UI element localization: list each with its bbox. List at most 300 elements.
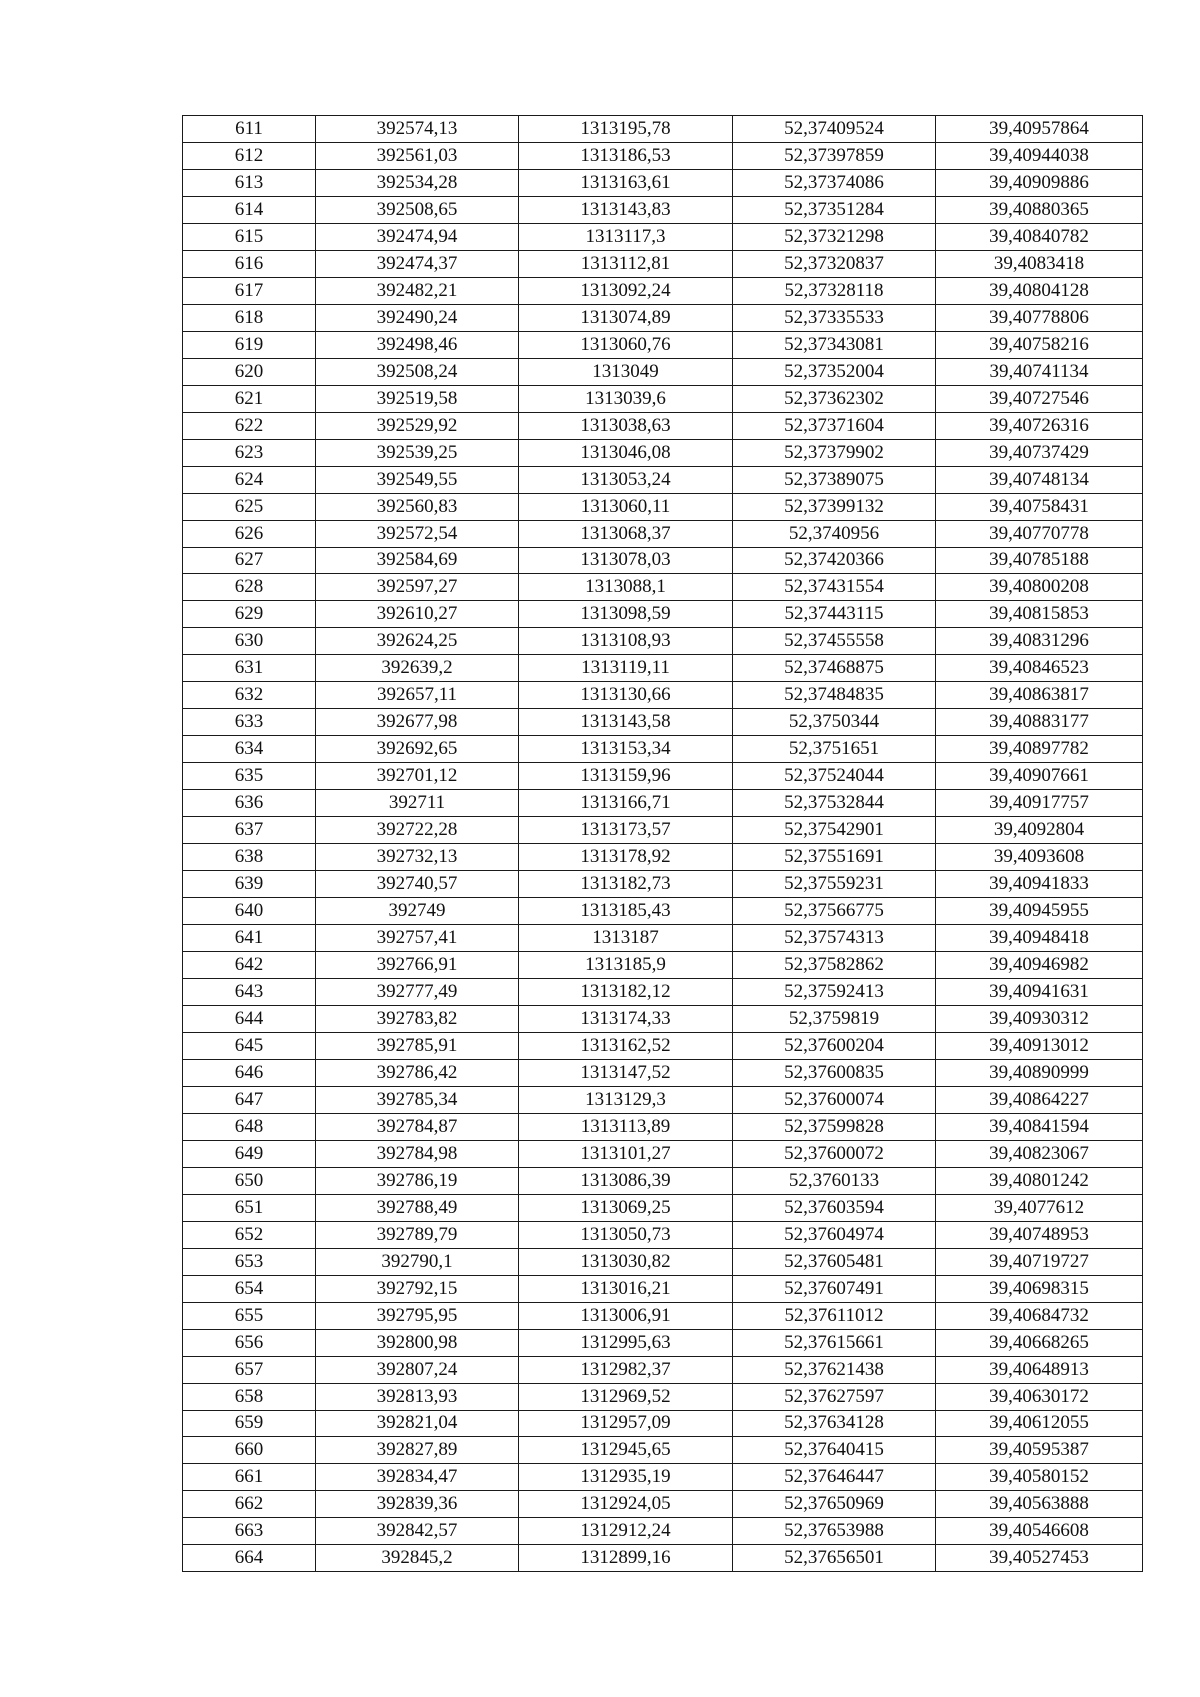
point-number-cell: 615 — [183, 223, 316, 250]
point-number-cell: 655 — [183, 1302, 316, 1329]
longitude-cell: 39,4093608 — [936, 844, 1143, 871]
y-coordinate-cell: 1313039,6 — [519, 385, 733, 412]
longitude-cell: 39,40944038 — [936, 142, 1143, 169]
latitude-cell: 52,37566775 — [733, 898, 936, 925]
x-coordinate-cell: 392786,19 — [316, 1167, 519, 1194]
latitude-cell: 52,37389075 — [733, 466, 936, 493]
table-row — [183, 547, 1143, 574]
point-number-cell: 656 — [183, 1329, 316, 1356]
point-number-cell: 631 — [183, 655, 316, 682]
point-number-cell: 623 — [183, 439, 316, 466]
x-coordinate-cell: 392800,98 — [316, 1329, 519, 1356]
x-coordinate-cell: 392827,89 — [316, 1437, 519, 1464]
longitude-cell: 39,40630172 — [936, 1383, 1143, 1410]
x-coordinate-cell: 392795,95 — [316, 1302, 519, 1329]
table-row — [183, 601, 1143, 628]
point-number-cell: 654 — [183, 1275, 316, 1302]
table-row — [183, 1059, 1143, 1086]
y-coordinate-cell: 1312995,63 — [519, 1329, 733, 1356]
y-coordinate-cell: 1313050,73 — [519, 1221, 733, 1248]
x-coordinate-cell: 392498,46 — [316, 331, 519, 358]
table-row — [183, 169, 1143, 196]
longitude-cell: 39,40913012 — [936, 1032, 1143, 1059]
longitude-cell: 39,40890999 — [936, 1059, 1143, 1086]
table-row — [183, 1113, 1143, 1140]
x-coordinate-cell: 392786,42 — [316, 1059, 519, 1086]
y-coordinate-cell: 1313108,93 — [519, 628, 733, 655]
table-row — [183, 979, 1143, 1006]
y-coordinate-cell: 1313153,34 — [519, 736, 733, 763]
point-number-cell: 642 — [183, 952, 316, 979]
table-row — [183, 520, 1143, 547]
table-row — [183, 223, 1143, 250]
y-coordinate-cell: 1313086,39 — [519, 1167, 733, 1194]
x-coordinate-cell: 392572,54 — [316, 520, 519, 547]
table-row — [183, 709, 1143, 736]
x-coordinate-cell: 392549,55 — [316, 466, 519, 493]
longitude-cell: 39,40546608 — [936, 1518, 1143, 1545]
table-row — [183, 412, 1143, 439]
coordinates-table — [182, 115, 1143, 1572]
y-coordinate-cell: 1312957,09 — [519, 1410, 733, 1437]
latitude-cell: 52,37420366 — [733, 547, 936, 574]
point-number-cell: 613 — [183, 169, 316, 196]
latitude-cell: 52,37653988 — [733, 1518, 936, 1545]
table-row — [183, 1329, 1143, 1356]
table-row — [183, 817, 1143, 844]
point-number-cell: 647 — [183, 1086, 316, 1113]
latitude-cell: 52,37627597 — [733, 1383, 936, 1410]
table-row — [183, 196, 1143, 223]
point-number-cell: 653 — [183, 1248, 316, 1275]
y-coordinate-cell: 1313186,53 — [519, 142, 733, 169]
longitude-cell: 39,40883177 — [936, 709, 1143, 736]
longitude-cell: 39,40770778 — [936, 520, 1143, 547]
longitude-cell: 39,40945955 — [936, 898, 1143, 925]
x-coordinate-cell: 392834,47 — [316, 1464, 519, 1491]
point-number-cell: 641 — [183, 925, 316, 952]
longitude-cell: 39,4092804 — [936, 817, 1143, 844]
longitude-cell: 39,40727546 — [936, 385, 1143, 412]
y-coordinate-cell: 1313129,3 — [519, 1086, 733, 1113]
latitude-cell: 52,37352004 — [733, 358, 936, 385]
y-coordinate-cell: 1313119,11 — [519, 655, 733, 682]
y-coordinate-cell: 1313068,37 — [519, 520, 733, 547]
longitude-cell: 39,40719727 — [936, 1248, 1143, 1275]
table-row — [183, 466, 1143, 493]
longitude-cell: 39,40612055 — [936, 1410, 1143, 1437]
latitude-cell: 52,37582862 — [733, 952, 936, 979]
y-coordinate-cell: 1313092,24 — [519, 277, 733, 304]
latitude-cell: 52,3751651 — [733, 736, 936, 763]
table-row — [183, 1518, 1143, 1545]
y-coordinate-cell: 1313182,12 — [519, 979, 733, 1006]
latitude-cell: 52,37374086 — [733, 169, 936, 196]
point-number-cell: 624 — [183, 466, 316, 493]
y-coordinate-cell: 1313060,76 — [519, 331, 733, 358]
longitude-cell: 39,4077612 — [936, 1194, 1143, 1221]
latitude-cell: 52,37443115 — [733, 601, 936, 628]
x-coordinate-cell: 392574,13 — [316, 116, 519, 143]
y-coordinate-cell: 1313060,11 — [519, 493, 733, 520]
y-coordinate-cell: 1313163,61 — [519, 169, 733, 196]
longitude-cell: 39,40957864 — [936, 116, 1143, 143]
x-coordinate-cell: 392842,57 — [316, 1518, 519, 1545]
longitude-cell: 39,40841594 — [936, 1113, 1143, 1140]
longitude-cell: 39,40527453 — [936, 1545, 1143, 1572]
x-coordinate-cell: 392508,24 — [316, 358, 519, 385]
latitude-cell: 52,37431554 — [733, 574, 936, 601]
longitude-cell: 39,40748953 — [936, 1221, 1143, 1248]
x-coordinate-cell: 392792,15 — [316, 1275, 519, 1302]
y-coordinate-cell: 1313173,57 — [519, 817, 733, 844]
table-row — [183, 898, 1143, 925]
x-coordinate-cell: 392749 — [316, 898, 519, 925]
x-coordinate-cell: 392789,79 — [316, 1221, 519, 1248]
longitude-cell: 39,40930312 — [936, 1005, 1143, 1032]
table-row — [183, 1086, 1143, 1113]
point-number-cell: 612 — [183, 142, 316, 169]
table-row — [183, 116, 1143, 143]
point-number-cell: 627 — [183, 547, 316, 574]
latitude-cell: 52,37524044 — [733, 763, 936, 790]
x-coordinate-cell: 392677,98 — [316, 709, 519, 736]
table-row — [183, 628, 1143, 655]
point-number-cell: 617 — [183, 277, 316, 304]
y-coordinate-cell: 1312899,16 — [519, 1545, 733, 1572]
longitude-cell: 39,40863817 — [936, 682, 1143, 709]
y-coordinate-cell: 1313117,3 — [519, 223, 733, 250]
y-coordinate-cell: 1313078,03 — [519, 547, 733, 574]
y-coordinate-cell: 1312912,24 — [519, 1518, 733, 1545]
table-row — [183, 925, 1143, 952]
latitude-cell: 52,37559231 — [733, 871, 936, 898]
x-coordinate-cell: 392597,27 — [316, 574, 519, 601]
longitude-cell: 39,40648913 — [936, 1356, 1143, 1383]
x-coordinate-cell: 392783,82 — [316, 1005, 519, 1032]
longitude-cell: 39,40726316 — [936, 412, 1143, 439]
x-coordinate-cell: 392788,49 — [316, 1194, 519, 1221]
latitude-cell: 52,3750344 — [733, 709, 936, 736]
latitude-cell: 52,37468875 — [733, 655, 936, 682]
x-coordinate-cell: 392777,49 — [316, 979, 519, 1006]
point-number-cell: 629 — [183, 601, 316, 628]
table-row — [183, 1437, 1143, 1464]
longitude-cell: 39,40698315 — [936, 1275, 1143, 1302]
latitude-cell: 52,37650969 — [733, 1491, 936, 1518]
latitude-cell: 52,37621438 — [733, 1356, 936, 1383]
y-coordinate-cell: 1313130,66 — [519, 682, 733, 709]
table-row — [183, 277, 1143, 304]
latitude-cell: 52,37599828 — [733, 1113, 936, 1140]
y-coordinate-cell: 1313038,63 — [519, 412, 733, 439]
point-number-cell: 652 — [183, 1221, 316, 1248]
table-row — [183, 1194, 1143, 1221]
table-row — [183, 1005, 1143, 1032]
y-coordinate-cell: 1313187 — [519, 925, 733, 952]
point-number-cell: 630 — [183, 628, 316, 655]
latitude-cell: 52,37611012 — [733, 1302, 936, 1329]
latitude-cell: 52,37592413 — [733, 979, 936, 1006]
table-row — [183, 574, 1143, 601]
y-coordinate-cell: 1313088,1 — [519, 574, 733, 601]
longitude-cell: 39,40580152 — [936, 1464, 1143, 1491]
x-coordinate-cell: 392813,93 — [316, 1383, 519, 1410]
point-number-cell: 616 — [183, 250, 316, 277]
y-coordinate-cell: 1313069,25 — [519, 1194, 733, 1221]
point-number-cell: 664 — [183, 1545, 316, 1572]
table-row — [183, 1491, 1143, 1518]
x-coordinate-cell: 392534,28 — [316, 169, 519, 196]
table-row — [183, 250, 1143, 277]
x-coordinate-cell: 392610,27 — [316, 601, 519, 628]
table-row — [183, 1275, 1143, 1302]
latitude-cell: 52,37542901 — [733, 817, 936, 844]
x-coordinate-cell: 392845,2 — [316, 1545, 519, 1572]
longitude-cell: 39,40946982 — [936, 952, 1143, 979]
latitude-cell: 52,37328118 — [733, 277, 936, 304]
point-number-cell: 648 — [183, 1113, 316, 1140]
x-coordinate-cell: 392624,25 — [316, 628, 519, 655]
table-row — [183, 736, 1143, 763]
x-coordinate-cell: 392784,87 — [316, 1113, 519, 1140]
point-number-cell: 633 — [183, 709, 316, 736]
longitude-cell: 39,40758431 — [936, 493, 1143, 520]
latitude-cell: 52,37634128 — [733, 1410, 936, 1437]
y-coordinate-cell: 1312924,05 — [519, 1491, 733, 1518]
table-row — [183, 655, 1143, 682]
x-coordinate-cell: 392639,2 — [316, 655, 519, 682]
latitude-cell: 52,37640415 — [733, 1437, 936, 1464]
latitude-cell: 52,37600835 — [733, 1059, 936, 1086]
y-coordinate-cell: 1313147,52 — [519, 1059, 733, 1086]
x-coordinate-cell: 392474,37 — [316, 250, 519, 277]
longitude-cell: 39,40831296 — [936, 628, 1143, 655]
latitude-cell: 52,37320837 — [733, 250, 936, 277]
longitude-cell: 39,40737429 — [936, 439, 1143, 466]
x-coordinate-cell: 392785,34 — [316, 1086, 519, 1113]
y-coordinate-cell: 1312945,65 — [519, 1437, 733, 1464]
latitude-cell: 52,37484835 — [733, 682, 936, 709]
table-row — [183, 763, 1143, 790]
table-row — [183, 358, 1143, 385]
longitude-cell: 39,40778806 — [936, 304, 1143, 331]
x-coordinate-cell: 392757,41 — [316, 925, 519, 952]
longitude-cell: 39,40595387 — [936, 1437, 1143, 1464]
x-coordinate-cell: 392807,24 — [316, 1356, 519, 1383]
point-number-cell: 645 — [183, 1032, 316, 1059]
latitude-cell: 52,37646447 — [733, 1464, 936, 1491]
x-coordinate-cell: 392561,03 — [316, 142, 519, 169]
point-number-cell: 619 — [183, 331, 316, 358]
latitude-cell: 52,37600074 — [733, 1086, 936, 1113]
y-coordinate-cell: 1313030,82 — [519, 1248, 733, 1275]
x-coordinate-cell: 392711 — [316, 790, 519, 817]
x-coordinate-cell: 392584,69 — [316, 547, 519, 574]
point-number-cell: 621 — [183, 385, 316, 412]
latitude-cell: 52,37362302 — [733, 385, 936, 412]
point-number-cell: 622 — [183, 412, 316, 439]
point-number-cell: 658 — [183, 1383, 316, 1410]
longitude-cell: 39,40909886 — [936, 169, 1143, 196]
x-coordinate-cell: 392821,04 — [316, 1410, 519, 1437]
point-number-cell: 643 — [183, 979, 316, 1006]
table-row — [183, 844, 1143, 871]
point-number-cell: 662 — [183, 1491, 316, 1518]
latitude-cell: 52,37607491 — [733, 1275, 936, 1302]
y-coordinate-cell: 1313098,59 — [519, 601, 733, 628]
y-coordinate-cell: 1313185,43 — [519, 898, 733, 925]
y-coordinate-cell: 1313113,89 — [519, 1113, 733, 1140]
point-number-cell: 638 — [183, 844, 316, 871]
y-coordinate-cell: 1313174,33 — [519, 1005, 733, 1032]
point-number-cell: 663 — [183, 1518, 316, 1545]
table-row — [183, 304, 1143, 331]
y-coordinate-cell: 1313195,78 — [519, 116, 733, 143]
point-number-cell: 628 — [183, 574, 316, 601]
longitude-cell: 39,40941833 — [936, 871, 1143, 898]
latitude-cell: 52,37455558 — [733, 628, 936, 655]
latitude-cell: 52,37600072 — [733, 1140, 936, 1167]
y-coordinate-cell: 1313006,91 — [519, 1302, 733, 1329]
x-coordinate-cell: 392482,21 — [316, 277, 519, 304]
longitude-cell: 39,40917757 — [936, 790, 1143, 817]
longitude-cell: 39,40801242 — [936, 1167, 1143, 1194]
latitude-cell: 52,37351284 — [733, 196, 936, 223]
latitude-cell: 52,37371604 — [733, 412, 936, 439]
x-coordinate-cell: 392692,65 — [316, 736, 519, 763]
point-number-cell: 660 — [183, 1437, 316, 1464]
x-coordinate-cell: 392790,1 — [316, 1248, 519, 1275]
longitude-cell: 39,40941631 — [936, 979, 1143, 1006]
y-coordinate-cell: 1312935,19 — [519, 1464, 733, 1491]
table-row — [183, 1356, 1143, 1383]
y-coordinate-cell: 1312982,37 — [519, 1356, 733, 1383]
x-coordinate-cell: 392701,12 — [316, 763, 519, 790]
y-coordinate-cell: 1313166,71 — [519, 790, 733, 817]
table-row — [183, 1140, 1143, 1167]
x-coordinate-cell: 392766,91 — [316, 952, 519, 979]
x-coordinate-cell: 392785,91 — [316, 1032, 519, 1059]
longitude-cell: 39,40897782 — [936, 736, 1143, 763]
table-row — [183, 1248, 1143, 1275]
point-number-cell: 618 — [183, 304, 316, 331]
longitude-cell: 39,40563888 — [936, 1491, 1143, 1518]
y-coordinate-cell: 1312969,52 — [519, 1383, 733, 1410]
latitude-cell: 52,37397859 — [733, 142, 936, 169]
point-number-cell: 651 — [183, 1194, 316, 1221]
point-number-cell: 657 — [183, 1356, 316, 1383]
longitude-cell: 39,4083418 — [936, 250, 1143, 277]
y-coordinate-cell: 1313178,92 — [519, 844, 733, 871]
longitude-cell: 39,40741134 — [936, 358, 1143, 385]
longitude-cell: 39,40684732 — [936, 1302, 1143, 1329]
latitude-cell: 52,37600204 — [733, 1032, 936, 1059]
table-row — [183, 1545, 1143, 1572]
y-coordinate-cell: 1313162,52 — [519, 1032, 733, 1059]
y-coordinate-cell: 1313016,21 — [519, 1275, 733, 1302]
latitude-cell: 52,37551691 — [733, 844, 936, 871]
table-row — [183, 1410, 1143, 1437]
x-coordinate-cell: 392740,57 — [316, 871, 519, 898]
latitude-cell: 52,3759819 — [733, 1005, 936, 1032]
point-number-cell: 634 — [183, 736, 316, 763]
point-number-cell: 611 — [183, 116, 316, 143]
longitude-cell: 39,40823067 — [936, 1140, 1143, 1167]
point-number-cell: 614 — [183, 196, 316, 223]
latitude-cell: 52,37399132 — [733, 493, 936, 520]
y-coordinate-cell: 1313074,89 — [519, 304, 733, 331]
y-coordinate-cell: 1313182,73 — [519, 871, 733, 898]
longitude-cell: 39,40800208 — [936, 574, 1143, 601]
latitude-cell: 52,37409524 — [733, 116, 936, 143]
table-row — [183, 1221, 1143, 1248]
table-row — [183, 439, 1143, 466]
table-row — [183, 871, 1143, 898]
table-row — [183, 682, 1143, 709]
longitude-cell: 39,40864227 — [936, 1086, 1143, 1113]
x-coordinate-cell: 392519,58 — [316, 385, 519, 412]
x-coordinate-cell: 392732,13 — [316, 844, 519, 871]
table-row — [183, 1383, 1143, 1410]
point-number-cell: 637 — [183, 817, 316, 844]
point-number-cell: 636 — [183, 790, 316, 817]
latitude-cell: 52,37379902 — [733, 439, 936, 466]
x-coordinate-cell: 392560,83 — [316, 493, 519, 520]
longitude-cell: 39,40907661 — [936, 763, 1143, 790]
y-coordinate-cell: 1313053,24 — [519, 466, 733, 493]
point-number-cell: 649 — [183, 1140, 316, 1167]
latitude-cell: 52,37615661 — [733, 1329, 936, 1356]
table-row — [183, 1032, 1143, 1059]
x-coordinate-cell: 392539,25 — [316, 439, 519, 466]
point-number-cell: 646 — [183, 1059, 316, 1086]
point-number-cell: 661 — [183, 1464, 316, 1491]
x-coordinate-cell: 392722,28 — [316, 817, 519, 844]
y-coordinate-cell: 1313143,58 — [519, 709, 733, 736]
table-row — [183, 142, 1143, 169]
longitude-cell: 39,40880365 — [936, 196, 1143, 223]
point-number-cell: 635 — [183, 763, 316, 790]
latitude-cell: 52,37605481 — [733, 1248, 936, 1275]
point-number-cell: 620 — [183, 358, 316, 385]
latitude-cell: 52,37335533 — [733, 304, 936, 331]
y-coordinate-cell: 1313185,9 — [519, 952, 733, 979]
longitude-cell: 39,40948418 — [936, 925, 1143, 952]
table-row — [183, 1167, 1143, 1194]
x-coordinate-cell: 392490,24 — [316, 304, 519, 331]
latitude-cell: 52,37343081 — [733, 331, 936, 358]
y-coordinate-cell: 1313046,08 — [519, 439, 733, 466]
x-coordinate-cell: 392657,11 — [316, 682, 519, 709]
point-number-cell: 640 — [183, 898, 316, 925]
x-coordinate-cell: 392508,65 — [316, 196, 519, 223]
longitude-cell: 39,40846523 — [936, 655, 1143, 682]
y-coordinate-cell: 1313049 — [519, 358, 733, 385]
longitude-cell: 39,40668265 — [936, 1329, 1143, 1356]
table-row — [183, 331, 1143, 358]
table-row — [183, 952, 1143, 979]
point-number-cell: 626 — [183, 520, 316, 547]
x-coordinate-cell: 392784,98 — [316, 1140, 519, 1167]
latitude-cell: 52,37574313 — [733, 925, 936, 952]
point-number-cell: 659 — [183, 1410, 316, 1437]
latitude-cell: 52,3740956 — [733, 520, 936, 547]
longitude-cell: 39,40785188 — [936, 547, 1143, 574]
longitude-cell: 39,40815853 — [936, 601, 1143, 628]
latitude-cell: 52,3760133 — [733, 1167, 936, 1194]
y-coordinate-cell: 1313101,27 — [519, 1140, 733, 1167]
